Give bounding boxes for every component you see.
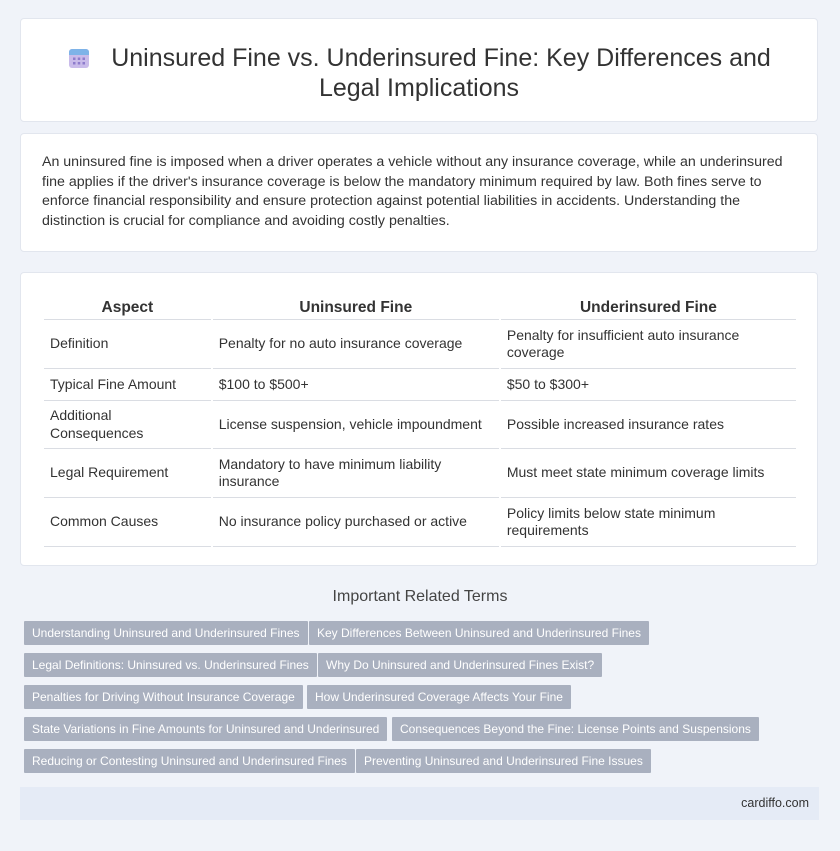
table-row xyxy=(44,320,796,369)
footer xyxy=(20,787,819,820)
header-underinsured: Underinsured Fine xyxy=(501,297,796,320)
table-row xyxy=(44,449,796,498)
cell-uninsured: Penalty for no auto insurance coverage xyxy=(213,320,499,369)
cell-aspect: Common Causes xyxy=(44,498,211,547)
intro-card xyxy=(20,133,818,252)
cell-underinsured: Policy limits below state minimum requirements xyxy=(501,498,796,547)
related-tag[interactable]: Why Do Uninsured and Underinsured Fines Exist? xyxy=(318,653,602,677)
header-uninsured: Uninsured Fine xyxy=(213,297,499,320)
comparison-table xyxy=(42,297,798,547)
related-tag[interactable]: Reducing or Contesting Uninsured and Underinsured Fines xyxy=(24,749,355,773)
intro-paragraph: An uninsured fine is imposed when a driver operates a vehicle without any insurance coverage, while an underinsured fine applies if the driver's insurance coverage is below the mandatory minimum required by law. Both fines serve to enforce financial responsibility and ensure protection against potential liabilities in accidents. Understanding the distinction is crucial for compliance and avoiding costly penalties. xyxy=(42,154,783,229)
related-terms-title: Important Related Terms xyxy=(332,588,508,605)
table-row xyxy=(44,401,796,449)
cell-underinsured: $50 to $300+ xyxy=(501,369,796,401)
related-tag[interactable]: Preventing Uninsured and Underinsured Fine Issues xyxy=(356,749,651,773)
related-tag[interactable]: How Underinsured Coverage Affects Your Fine xyxy=(307,685,571,709)
table-row xyxy=(44,498,796,547)
header-aspect: Aspect xyxy=(44,297,211,320)
comparison-card xyxy=(20,272,818,566)
calendar-icon xyxy=(67,46,91,70)
related-tag[interactable]: Legal Definitions: Uninsured vs. Underinsured Fines xyxy=(24,653,317,677)
cell-uninsured: $100 to $500+ xyxy=(213,369,499,401)
cell-aspect: Additional Consequences xyxy=(44,401,211,449)
cell-underinsured: Must meet state minimum coverage limits xyxy=(501,449,796,498)
table-row xyxy=(44,369,796,401)
related-tag[interactable]: Consequences Beyond the Fine: License Points and Suspensions xyxy=(392,717,759,741)
page-title: Uninsured Fine vs. Underinsured Fine: Key Differences and Legal Implications xyxy=(111,44,771,102)
cell-uninsured: License suspension, vehicle impoundment xyxy=(213,401,499,449)
table-header-row xyxy=(44,297,796,320)
cell-uninsured: No insurance policy purchased or active xyxy=(213,498,499,547)
related-tag[interactable]: Key Differences Between Uninsured and Underinsured Fines xyxy=(309,621,649,645)
related-tag[interactable]: Understanding Uninsured and Underinsured Fines xyxy=(24,621,308,645)
cell-aspect: Typical Fine Amount xyxy=(44,369,211,401)
title-wrap xyxy=(21,43,817,103)
related-tag[interactable]: State Variations in Fine Amounts for Uninsured and Underinsured xyxy=(24,717,387,741)
cell-aspect: Legal Requirement xyxy=(44,449,211,498)
cell-aspect: Definition xyxy=(44,320,211,369)
cell-uninsured: Mandatory to have minimum liability insurance xyxy=(213,449,499,498)
title-card xyxy=(20,18,818,122)
cell-underinsured: Penalty for insufficient auto insurance coverage xyxy=(501,320,796,369)
related-tag[interactable]: Penalties for Driving Without Insurance Coverage xyxy=(24,685,303,709)
footer-site[interactable]: cardiffo.com xyxy=(741,796,809,810)
cell-underinsured: Possible increased insurance rates xyxy=(501,401,796,449)
